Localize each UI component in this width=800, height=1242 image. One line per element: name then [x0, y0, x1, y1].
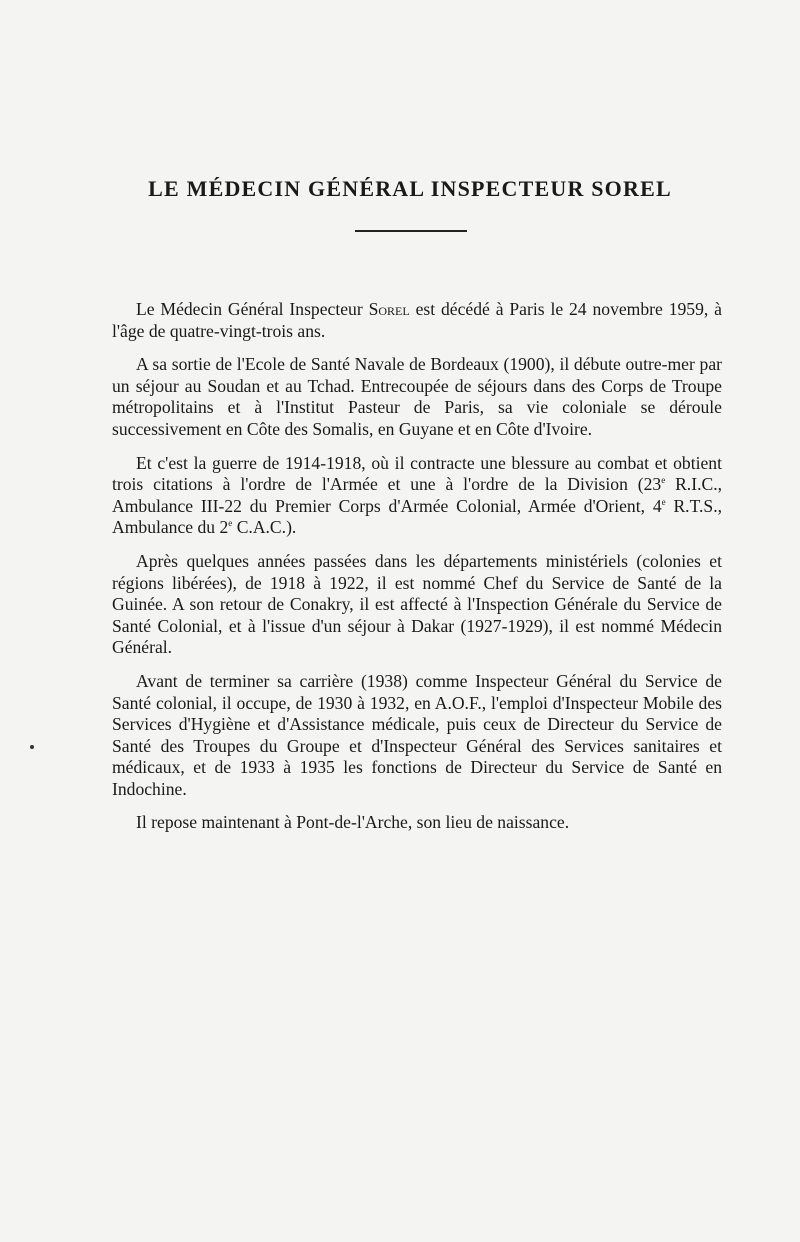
paragraph-5: Avant de terminer sa carrière (1938) comme Inspecteur Général du Service de Santé colonial, il occupe, de 1930 à 1932, en A.O.F., l'emploi d'Inspecteur Mobile des Services d'Hygiène et d'Assistance médicale, puis ceux de Directeur du Service de Santé des Troupes du Groupe et d'Inspecteur Général des Services sanitaires et médicaux, et de 1933 à 1935 les fonctions de Directeur du Service de Santé en Indochine. [112, 670, 722, 799]
paragraph-2: A sa sortie de l'Ecole de Santé Navale de Bordeaux (1900), il débute outre-mer par un séjour au Soudan et au Tchad. Entrecoupée de séjours dans des Corps de Troupe métropolitains et à l'Institut Pasteur de Paris, sa vie coloniale se déroule successivement en Côte des Somalis, en Guyane et en Côte d'Ivoire. [112, 354, 722, 439]
margin-speck [30, 745, 34, 749]
paragraph-1 [112, 299, 722, 342]
obituary-text [112, 299, 722, 846]
page-title: LE MÉDECIN GÉNÉRAL INSPECTEUR SOREL [148, 176, 672, 201]
surname: Sorel [368, 299, 410, 319]
title-underline [355, 230, 467, 232]
paragraph-1-rest: est décédé à Paris le 24 novembre 1959, à l'âge de quatre-vingt-trois ans. [112, 299, 722, 341]
paragraph-1-intro: Le Médecin Général Inspecteur [136, 299, 369, 319]
ordinal-superscript: e [661, 496, 666, 507]
paragraph-6: Il repose maintenant à Pont-de-l'Arche, son lieu de naissance. [136, 812, 570, 833]
ordinal-superscript: e [661, 475, 666, 486]
paragraph-3 [112, 453, 722, 539]
paragraph-3-part-a: Et c'est la guerre de 1914-1918, où il contracte une blessure au combat et obtient trois citations à l'ordre de l'Armée et une à l'ordre de la Division (23 [112, 452, 722, 495]
paragraph-3-part-b: R.I.C., Ambulance III-22 du Premier Corps d'Armée Colonial, Armée d'Orient, 4 [112, 474, 722, 516]
ordinal-superscript: e [228, 518, 233, 529]
paragraph-3-part-d: C.A.C.). [232, 517, 297, 538]
paragraph-4: Après quelques années passées dans les départements ministériels (colonies et régions libérées), de 1918 à 1922, il est nommé Chef du Service de Santé de la Guinée. A son retour de Conakry, il est affecté à l'Inspection Générale du Service de Santé Colonial, et à l'issue d'un séjour à Dakar (1927-1929), il est nommé Médecin Général. [112, 550, 722, 658]
paragraph-3-part-c: R.T.S., Ambulance du 2 [112, 495, 722, 538]
